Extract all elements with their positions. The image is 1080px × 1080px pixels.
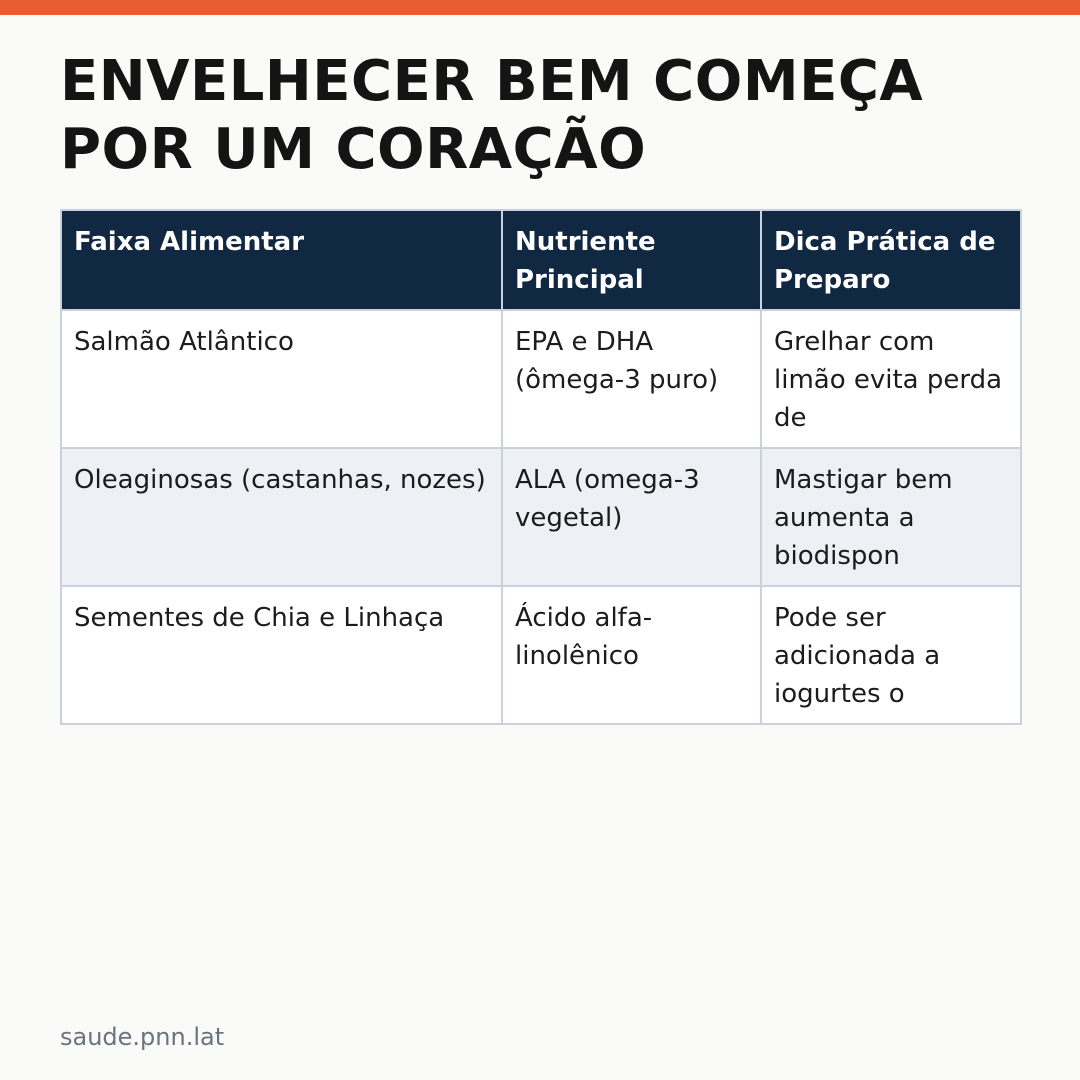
column-header-food: Faixa Alimentar	[61, 210, 502, 310]
cell-tip	[761, 586, 1021, 724]
cell-food	[61, 310, 502, 448]
cell-food	[61, 586, 502, 724]
table-row	[61, 310, 1021, 448]
table-header-row	[61, 210, 1021, 310]
title-line-1: ENVELHECER BEM COMEÇA	[60, 49, 924, 114]
table-header	[61, 210, 1021, 310]
cell-tip-text: Mastigar bem aumenta a biodispon	[774, 465, 953, 571]
cell-food-text: Sementes de Chia e Linhaça	[74, 603, 445, 633]
cell-nutrient	[502, 586, 761, 724]
cell-food	[61, 448, 502, 586]
column-header-tip: Dica Prática de Preparo	[761, 210, 1021, 310]
cell-tip	[761, 310, 1021, 448]
cell-tip	[761, 448, 1021, 586]
cell-nutrient-text: Ácido alfa-linolênico	[515, 603, 653, 671]
cell-nutrient-text: EPA e DHA (ômega-3 puro)	[515, 327, 719, 395]
title-line-2: POR UM CORAÇÃO	[60, 117, 647, 182]
cell-tip-text: Pode ser adicionada a iogurtes o	[774, 603, 941, 709]
table-body	[61, 310, 1021, 724]
cell-food-text: Salmão Atlântico	[74, 327, 294, 357]
cell-tip-text: Grelhar com limão evita perda de	[774, 327, 1003, 433]
cell-nutrient-text: ALA (omega-3 vegetal)	[515, 465, 700, 533]
footer-domain: saude.pnn.lat	[60, 1023, 225, 1051]
page-title	[60, 48, 1020, 184]
cell-food-text: Oleaginosas (castanhas, nozes)	[74, 465, 486, 495]
column-header-nutrient: Nutriente Principal	[502, 210, 761, 310]
nutrition-table	[60, 209, 1022, 725]
cell-nutrient	[502, 310, 761, 448]
table-row	[61, 448, 1021, 586]
top-accent-bar	[0, 0, 1080, 15]
table-row	[61, 586, 1021, 724]
cell-nutrient	[502, 448, 761, 586]
